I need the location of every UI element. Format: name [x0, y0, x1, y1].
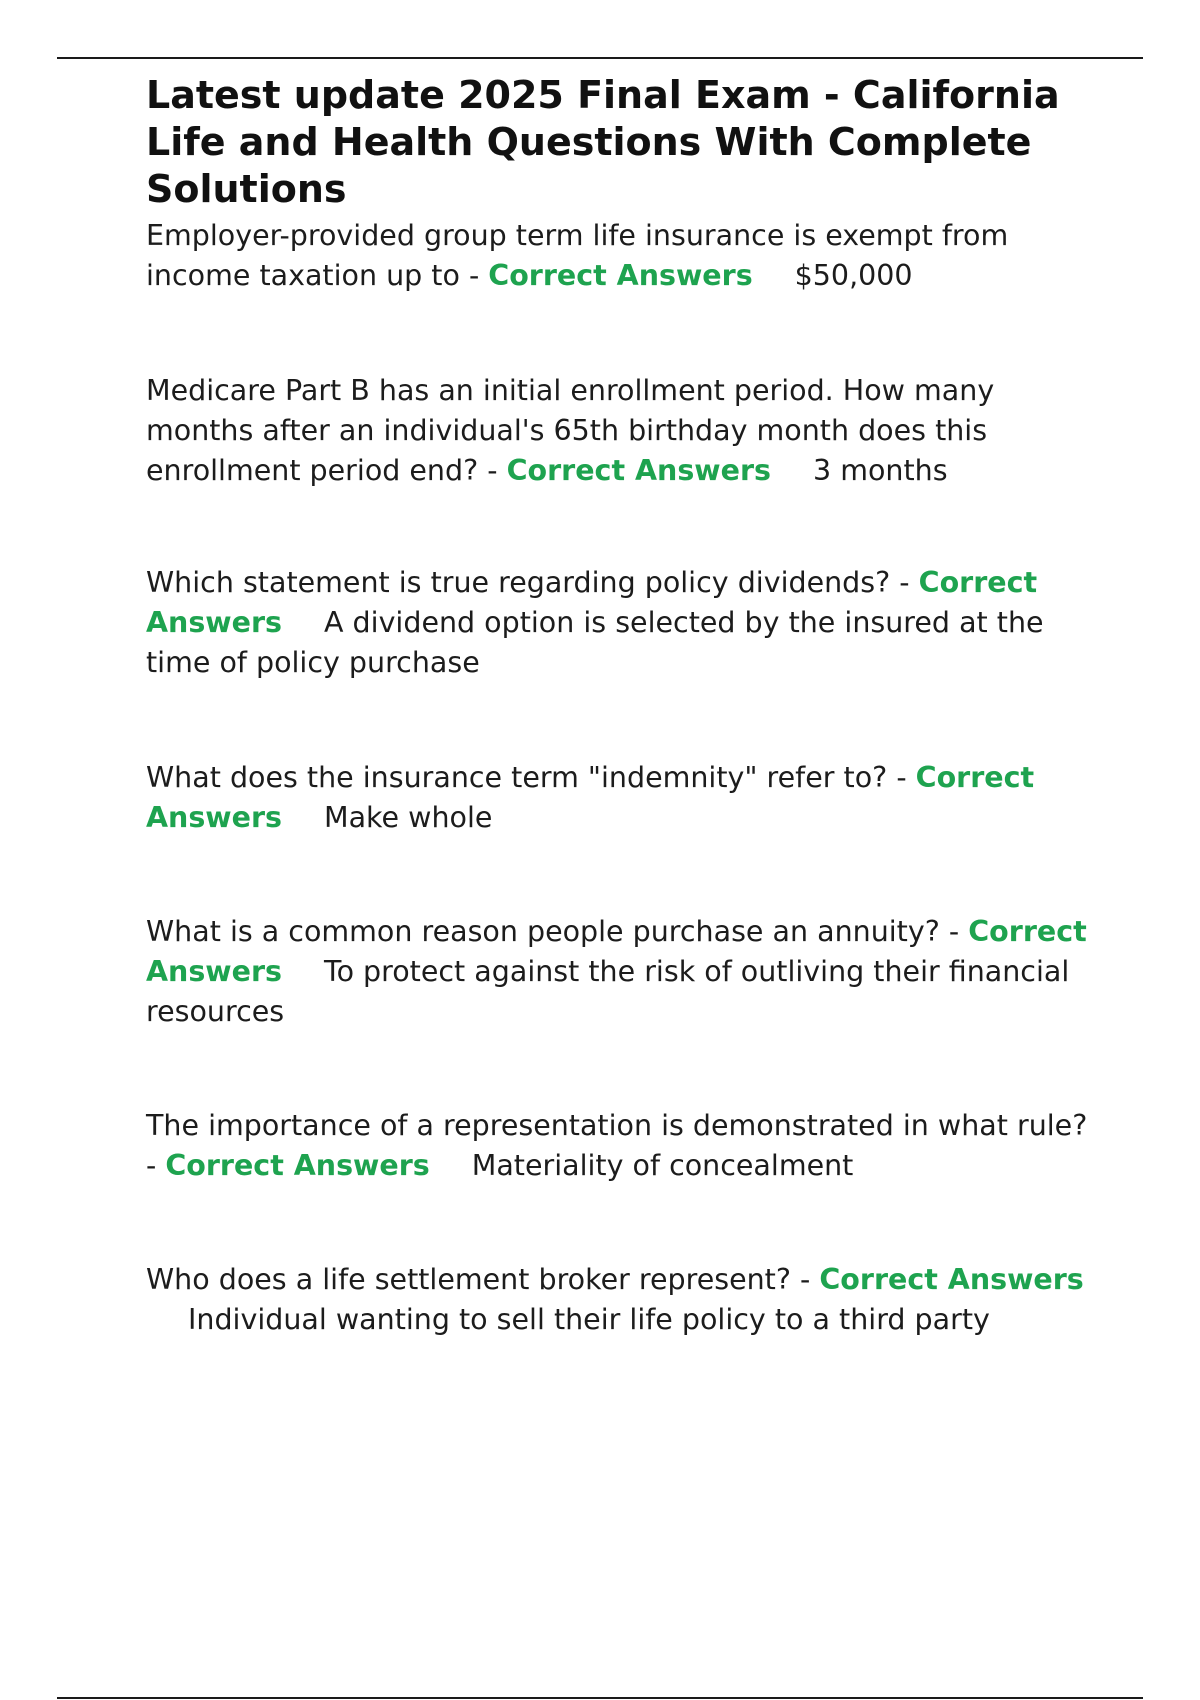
answer-text: 3 months: [813, 454, 948, 487]
question-text: Which statement is true regarding policy dividends? -: [146, 566, 910, 599]
qa-item: [146, 758, 1096, 838]
bottom-divider: [57, 1697, 1143, 1699]
answer-text: Materiality of concealment: [471, 1149, 854, 1182]
document-body: [146, 72, 1096, 1340]
qa-item: [146, 563, 1096, 683]
qa-item: [146, 1260, 1096, 1340]
question-text: Who does a life settlement broker represent? -: [146, 1263, 811, 1296]
question-text: The importance of a representation is demonstrated in what rule? -: [146, 1109, 1088, 1182]
question-text: Medicare Part B has an initial enrollment period. How many months after an individual's 65th birthday month does this enrollment period end? -: [146, 374, 995, 487]
correct-answers-label: Correct Answers: [165, 1149, 430, 1182]
correct-answers-label: Correct Answers: [819, 1263, 1084, 1296]
question-text: What does the insurance term "indemnity" refer to? -: [146, 761, 907, 794]
question-text: What is a common reason people purchase an annuity? -: [146, 915, 960, 948]
top-divider: [57, 57, 1143, 59]
answer-text: To protect against the risk of outliving their financial resources: [146, 955, 1070, 1028]
qa-item: [146, 216, 1096, 296]
answer-text: $50,000: [794, 259, 913, 292]
answer-text: Individual wanting to sell their life policy to a third party: [188, 1303, 990, 1336]
question-text: Employer-provided group term life insurance is exempt from income taxation up to -: [146, 219, 1009, 292]
correct-answers-label: Correct Answers: [146, 761, 1035, 834]
correct-answers-label: Correct Answers: [146, 566, 1038, 639]
answer-text: Make whole: [324, 801, 493, 834]
correct-answers-label: Correct Answers: [146, 915, 1087, 988]
answer-text: A dividend option is selected by the insured at the time of policy purchase: [146, 606, 1044, 679]
correct-answers-label: Correct Answers: [488, 259, 753, 292]
qa-item: [146, 371, 1096, 491]
qa-item: [146, 1106, 1096, 1186]
qa-item: [146, 912, 1096, 1032]
document-title: Latest update 2025 Final Exam - California Life and Health Questions With Complete Solutions: [146, 73, 1060, 211]
correct-answers-label: Correct Answers: [506, 454, 771, 487]
qa-list: [146, 216, 1096, 1340]
